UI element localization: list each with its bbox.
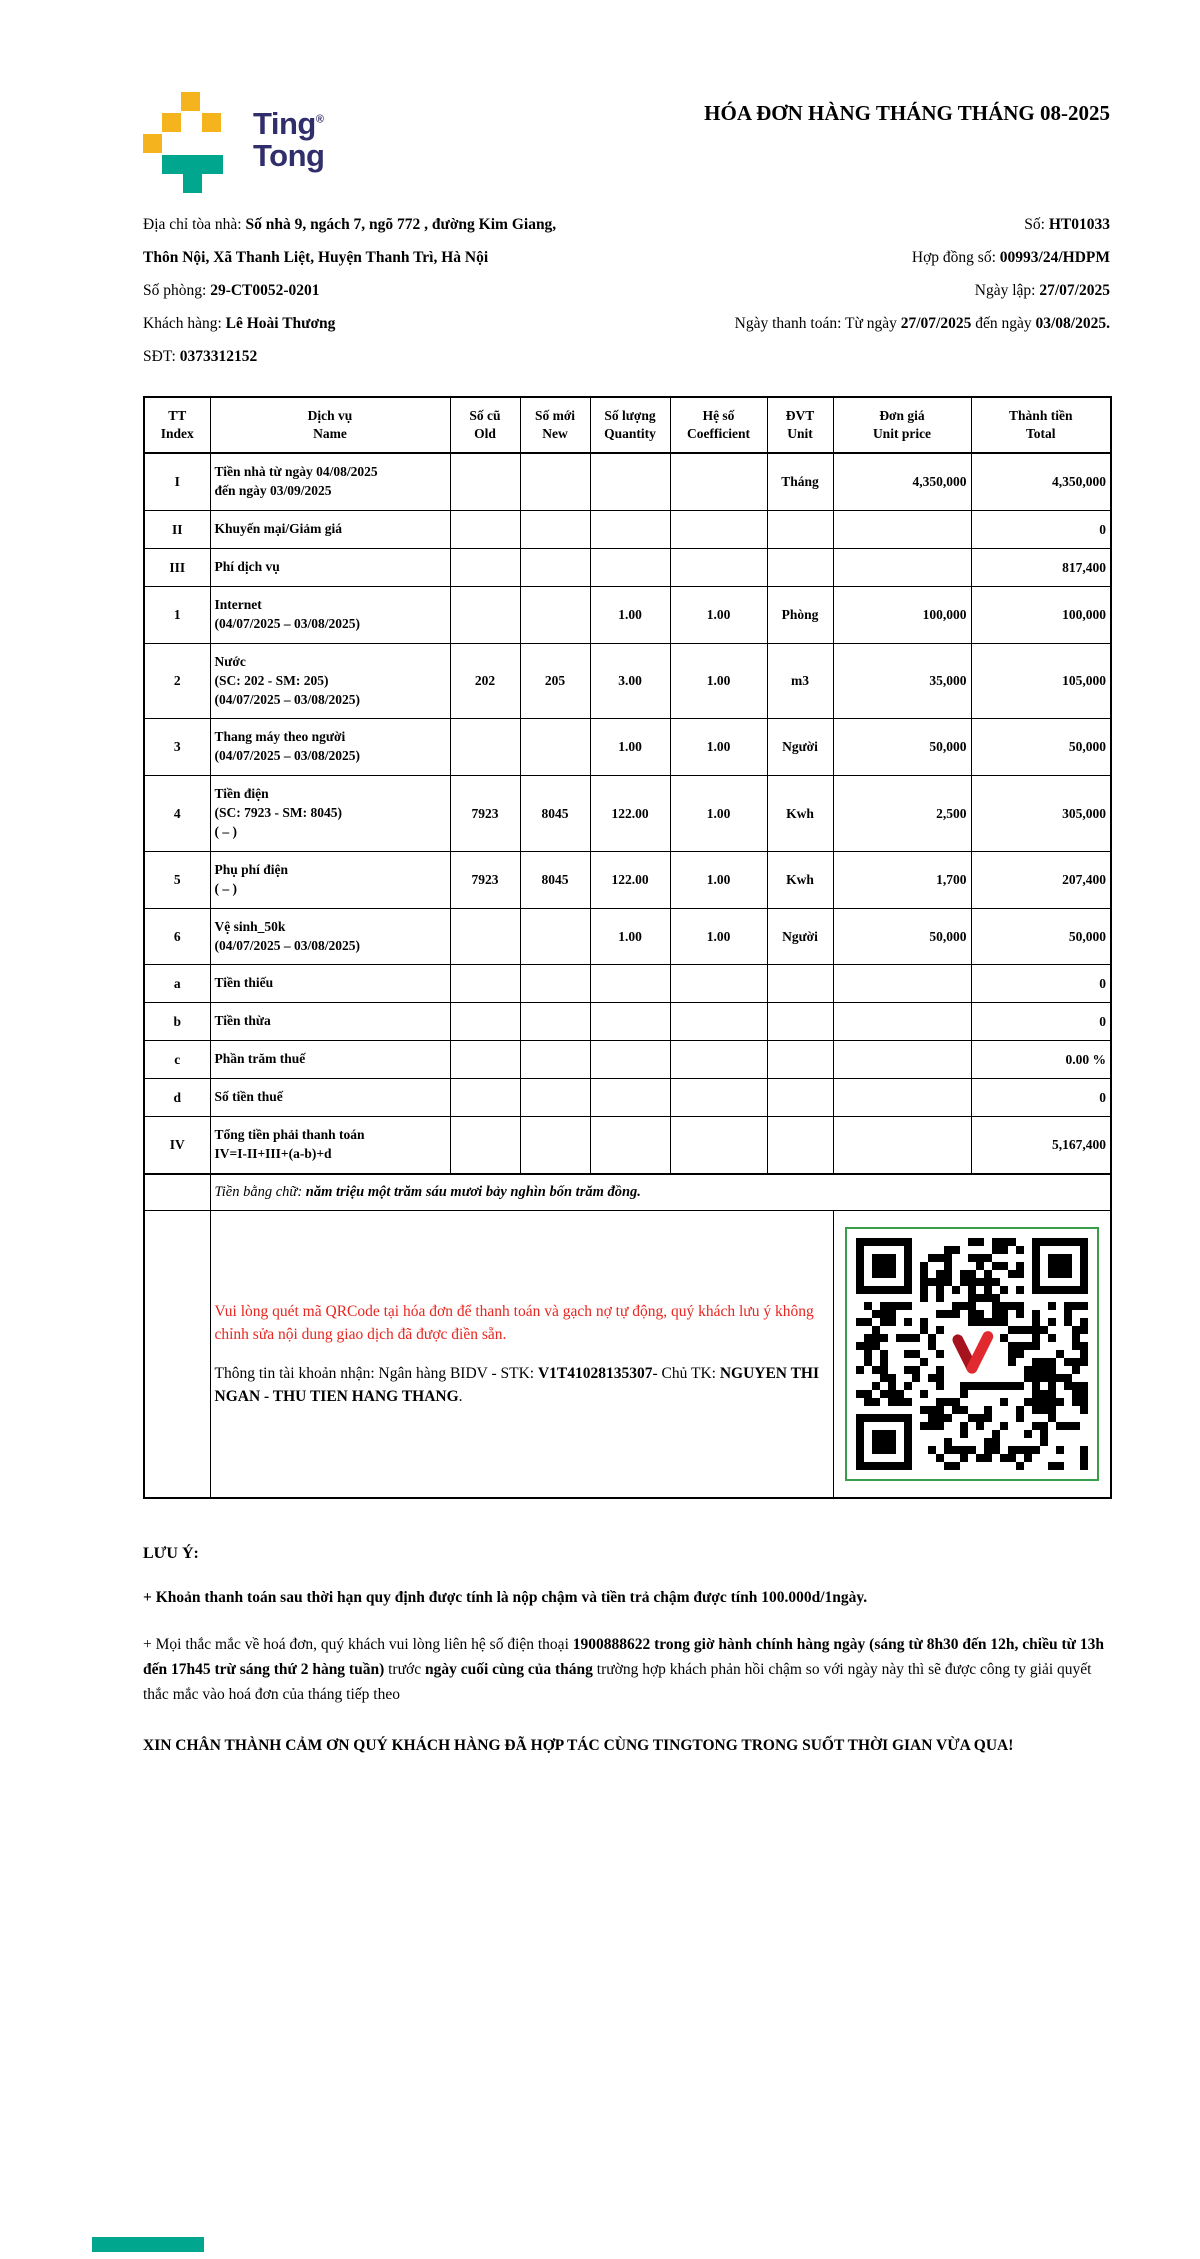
cell-total: 50,000 [971,719,1111,776]
cell-unit-price [833,511,971,549]
cell-new-reading [520,549,590,587]
cell-coefficient: 1.00 [670,719,767,776]
cell-quantity [590,549,670,587]
cell-unit-price: 50,000 [833,719,971,776]
payment-instructions [210,1210,833,1498]
info-row [143,348,1110,381]
cell-unit: Phòng [767,587,833,644]
cell-quantity: 1.00 [590,719,670,776]
cell-coefficient [670,1041,767,1079]
cell-old-reading [450,1079,520,1117]
cell-service-name: Phí dịch vụ [210,549,450,587]
cell-quantity [590,965,670,1003]
cell-unit [767,1003,833,1041]
table-body [144,453,1111,1173]
cell-old-reading [450,1041,520,1079]
cell-new-reading [520,719,590,776]
cell-total: 305,000 [971,776,1111,852]
cell-new-reading [520,1117,590,1174]
cell-unit [767,1079,833,1117]
table-row [144,453,1111,510]
column-header: Số cũ Old [450,397,520,453]
column-header: TT Index [144,397,210,453]
table-row [144,587,1111,644]
cell-unit: Kwh [767,851,833,908]
issue-date: Ngày lập: 27/07/2025 [974,282,1110,299]
tingtong-logo-icon [143,92,239,192]
cell-quantity [590,1117,670,1174]
info-row [143,315,1110,348]
cell-new-reading [520,1079,590,1117]
cell-unit: m3 [767,643,833,719]
cell-quantity: 3.00 [590,643,670,719]
table-row [144,643,1111,719]
customer-phone: SĐT: 0373312152 [143,348,258,365]
cell-service-name: Tiền nhà từ ngày 04/08/2025 đến ngày 03/09/2025 [210,453,450,510]
cell-coefficient: 1.00 [670,587,767,644]
column-header: Thành tiền Total [971,397,1111,453]
cell-total: 5,167,400 [971,1117,1111,1174]
registered-mark: ® [315,113,324,126]
cell-old-reading [450,587,520,644]
cell-coefficient: 1.00 [670,776,767,852]
column-header: ĐVT Unit [767,397,833,453]
building-address-line2: Thôn Nội, Xã Thanh Liệt, Huyện Thanh Trì, Hà Nội [143,249,489,266]
cell-old-reading: 7923 [450,851,520,908]
header-row [144,397,1111,453]
cell-old-reading [450,1117,520,1174]
cell-index: I [144,453,210,510]
info-row [143,249,1110,282]
cell-index [144,1174,210,1211]
cell-service-name: Phụ phí điện ( – ) [210,851,450,908]
cell-coefficient [670,1003,767,1041]
tingtong-logo [143,92,324,192]
cell-quantity [590,1003,670,1041]
cell-coefficient [670,511,767,549]
qr-code-cell [833,1210,1111,1498]
cell-quantity [590,453,670,510]
cell-total: 4,350,000 [971,453,1111,510]
invoice-title: HÓA ĐƠN HÀNG THÁNG THÁNG 08-2025 [704,101,1110,125]
cell-index: 5 [144,851,210,908]
cell-unit-price [833,1117,971,1174]
table-row [144,719,1111,776]
cell-unit [767,1041,833,1079]
cell-new-reading [520,1041,590,1079]
cell-new-reading [520,453,590,510]
brand-wordmark [253,108,324,171]
cell-new-reading [520,1003,590,1041]
hotline-note: + Mọi thắc mắc về hoá đơn, quý khách vui lòng liên hệ số điện thoại 1900888622 trong giờ hành chính hàng ngày (sáng từ 8h30 đến 12h, chiều từ 13h đến 17h45 trừ sáng thứ 2 hàng tuần) trước ngày cuối cùng của tháng trường hợp khách phản hồi chậm so với ngày này thì sẽ được công ty giải quyết thắc mắc vào hoá đơn của tháng tiếp theo [143,1636,1104,1703]
payment-period: Ngày thanh toán: Từ ngày 27/07/2025 đến ngày 03/08/2025. [734,315,1110,332]
cell-total: 817,400 [971,549,1111,587]
cell-index: 6 [144,908,210,965]
cell-quantity: 122.00 [590,851,670,908]
cell-total: 100,000 [971,587,1111,644]
cell-service-name: Tổng tiền phải thanh toán IV=I-II+III+(a-b)+d [210,1117,450,1174]
cell-total: 0 [971,965,1111,1003]
cell-service-name: Tiền điện (SC: 7923 - SM: 8045) ( – ) [210,776,450,852]
cell-service-name: Internet (04/07/2025 – 03/08/2025) [210,587,450,644]
invoice-number: Số: HT01033 [1024,216,1110,233]
cell-total: 207,400 [971,851,1111,908]
cell-index: c [144,1041,210,1079]
cell-index: b [144,1003,210,1041]
table-row [144,1003,1111,1041]
cell-coefficient [670,453,767,510]
cell-unit-price: 35,000 [833,643,971,719]
cell-unit-price: 2,500 [833,776,971,852]
cell-index: 4 [144,776,210,852]
qr-code [845,1227,1099,1481]
cell-quantity: 1.00 [590,908,670,965]
cell-unit-price: 100,000 [833,587,971,644]
cell-total: 0 [971,1003,1111,1041]
cell-index: II [144,511,210,549]
info-row [143,216,1110,249]
table-row [144,908,1111,965]
cell-index: d [144,1079,210,1117]
cell-coefficient [670,1117,767,1174]
cell-new-reading [520,511,590,549]
thank-you-note: XIN CHÂN THÀNH CẢM ƠN QUÝ KHÁCH HÀNG ĐÃ HỢP TÁC CÙNG TINGTONG TRONG SUỐT THỜI GIAN VỪA QUA! [143,1736,1014,1754]
cell-service-name: Vệ sinh_50k (04/07/2025 – 03/08/2025) [210,908,450,965]
cell-unit [767,965,833,1003]
table-row [144,511,1111,549]
cell-service-name: Tiền thiếu [210,965,450,1003]
contract-number: Hợp đồng số: 00993/24/HDPM [911,249,1110,266]
cell-index: III [144,549,210,587]
cell-service-name: Tiền thừa [210,1003,450,1041]
cell-old-reading [450,511,520,549]
table-row [144,1117,1111,1174]
cell-unit [767,511,833,549]
cell-unit-price [833,1041,971,1079]
cell-index: 3 [144,719,210,776]
cell-unit-price: 1,700 [833,851,971,908]
cell-unit: Kwh [767,776,833,852]
vietqr-v-icon [944,1326,1000,1382]
cell-unit-price [833,549,971,587]
cell-new-reading: 8045 [520,776,590,852]
amount-in-words-row [144,1174,1111,1211]
cell-unit [767,1117,833,1174]
cell-unit-price [833,965,971,1003]
cell-old-reading: 7923 [450,776,520,852]
cell-coefficient [670,549,767,587]
bank-account-info: Thông tin tài khoản nhận: Ngân hàng BIDV - STK: V1T41028135307- Chủ TK: NGUYEN THI NGAN - THU TIEN HANG THANG. [214,1365,820,1406]
cell-new-reading [520,587,590,644]
cell-service-name: Số tiền thuế [210,1079,450,1117]
cell-unit: Người [767,719,833,776]
cell-unit-price: 50,000 [833,908,971,965]
cell-unit [767,549,833,587]
cell-total: 105,000 [971,643,1111,719]
cell-unit-price [833,1003,971,1041]
cell-index: 2 [144,643,210,719]
table-row [144,549,1111,587]
cell-coefficient [670,965,767,1003]
footer-notes [143,1545,1110,1757]
cell-quantity [590,1079,670,1117]
cell-old-reading [450,453,520,510]
amount-in-words: Tiền bằng chữ: năm triệu một trăm sáu mươi bảy nghìn bốn trăm đồng. [210,1174,1111,1211]
cell-unit: Người [767,908,833,965]
cell-service-name: Thang máy theo người (04/07/2025 – 03/08/2025) [210,719,450,776]
cell-unit-price: 4,350,000 [833,453,971,510]
cell-old-reading [450,719,520,776]
notes-title: LƯU Ý: [143,1545,199,1563]
late-payment-note: + Khoản thanh toán sau thời hạn quy định được tính là nộp chậm và tiền trả chậm được tính 100.000d/1ngày. [143,1589,868,1607]
cell-total: 0.00 % [971,1041,1111,1079]
cell-total: 50,000 [971,908,1111,965]
cell-coefficient: 1.00 [670,851,767,908]
cell-old-reading [450,1003,520,1041]
cell-index: a [144,965,210,1003]
brand-name-top: Ting [253,106,316,141]
table-footer [144,1174,1111,1499]
cell-index: IV [144,1117,210,1174]
column-header: Số mới New [520,397,590,453]
invoice-info [143,216,1110,381]
cell-new-reading [520,908,590,965]
table-row [144,1079,1111,1117]
brand-name-bottom: Tong [253,137,325,173]
header [143,92,1110,192]
cell-coefficient [670,1079,767,1117]
qr-payment-row [144,1210,1111,1498]
table-row [144,776,1111,852]
table-header [144,397,1111,453]
column-header: Số lượng Quantity [590,397,670,453]
cell-quantity [590,1041,670,1079]
cell-old-reading [450,549,520,587]
cell-coefficient: 1.00 [670,643,767,719]
cell-new-reading: 8045 [520,851,590,908]
cell-coefficient: 1.00 [670,908,767,965]
cell-unit-price [833,1079,971,1117]
cell-quantity [590,511,670,549]
column-header: Dịch vụ Name [210,397,450,453]
cell-total: 0 [971,511,1111,549]
qr-warning-text: Vui lòng quét mã QRCode tại hóa đơn để thanh toán và gạch nợ tự động, quý khách lưu ý không chỉnh sửa nội dung giao dịch đã được điền sẵn. [214,1302,814,1343]
table-row [144,851,1111,908]
cell-quantity: 122.00 [590,776,670,852]
info-row [143,282,1110,315]
cell-old-reading: 202 [450,643,520,719]
footer-accent-bar [92,2237,204,2252]
cell-service-name: Phần trăm thuế [210,1041,450,1079]
cell-index [144,1210,210,1498]
table-row [144,1041,1111,1079]
cell-quantity: 1.00 [590,587,670,644]
cell-new-reading: 205 [520,643,590,719]
cell-total: 0 [971,1079,1111,1117]
table-row [144,965,1111,1003]
building-address-line1: Địa chỉ tòa nhà: Số nhà 9, ngách 7, ngõ 772 , đường Kim Giang, [143,216,557,233]
cell-service-name: Khuyến mại/Giảm giá [210,511,450,549]
column-header: Hệ số Coefficient [670,397,767,453]
cell-old-reading [450,908,520,965]
room-number: Số phòng: 29-CT0052-0201 [143,282,320,299]
column-header: Đơn giá Unit price [833,397,971,453]
customer-name: Khách hàng: Lê Hoài Thương [143,315,336,332]
cell-new-reading [520,965,590,1003]
invoice-table [143,396,1112,1499]
cell-service-name: Nước (SC: 202 - SM: 205) (04/07/2025 – 03/08/2025) [210,643,450,719]
cell-index: 1 [144,587,210,644]
cell-old-reading [450,965,520,1003]
cell-unit: Tháng [767,453,833,510]
